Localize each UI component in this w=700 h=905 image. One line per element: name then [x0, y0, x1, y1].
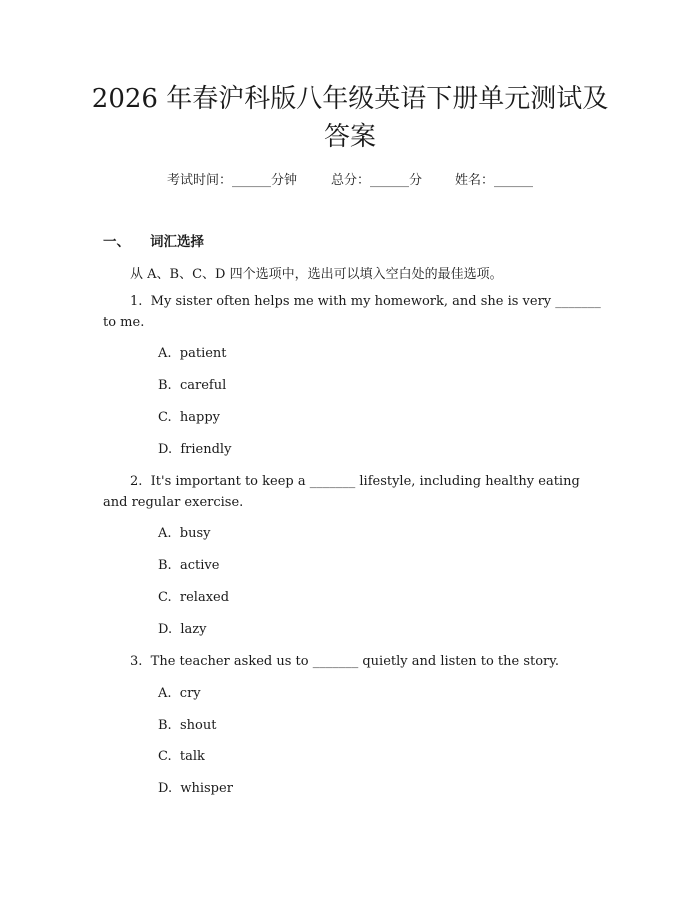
section-instruction: 从 A、B、C、D 四个选项中，选出可以填入空白处的最佳选项。 [130, 267, 503, 282]
question-3 [103, 651, 603, 672]
question-3-option-a: A. cry [158, 686, 201, 701]
question-2 [103, 471, 603, 513]
title-line-2: 答案 [323, 122, 376, 152]
question-text: My sister often helps me with my homework, and she is very _______ to me. [103, 294, 605, 330]
exam-time-field: 考试时间：______分钟 [167, 173, 298, 188]
question-2-option-d: D. lazy [158, 622, 207, 637]
question-text: It's important to keep a _______ lifestyle, including healthy eating and regular exercise. [103, 474, 584, 510]
question-2-option-a: A. busy [158, 526, 211, 541]
student-name-field: 姓名：______ [455, 173, 534, 188]
question-1-option-b: B. careful [158, 378, 227, 393]
document-title [60, 80, 640, 156]
question-1-option-c: C. happy [158, 410, 220, 425]
question-2-option-c: C. relaxed [158, 590, 230, 605]
question-1 [103, 291, 603, 333]
question-text: The teacher asked us to _______ quietly and listen to the story. [142, 654, 560, 669]
question-number: 1. [130, 294, 143, 309]
question-3-option-c: C. talk [158, 749, 205, 764]
question-3-option-d: D. whisper [158, 781, 233, 796]
question-2-option-b: B. active [158, 558, 220, 573]
section-number: 一、 [103, 234, 130, 250]
question-3-option-b: B. shout [158, 718, 217, 733]
section-title: 词汇选择 [150, 234, 204, 250]
title-line-1: 2026 年春沪科版八年级英语下册单元测试及 [91, 84, 609, 114]
total-score-field: 总分：______分 [331, 173, 423, 188]
question-number: 2. [130, 474, 143, 489]
section-heading [103, 230, 204, 250]
question-1-option-a: A. patient [158, 346, 227, 361]
question-number: 3. [130, 654, 143, 669]
question-1-option-d: D. friendly [158, 442, 232, 457]
